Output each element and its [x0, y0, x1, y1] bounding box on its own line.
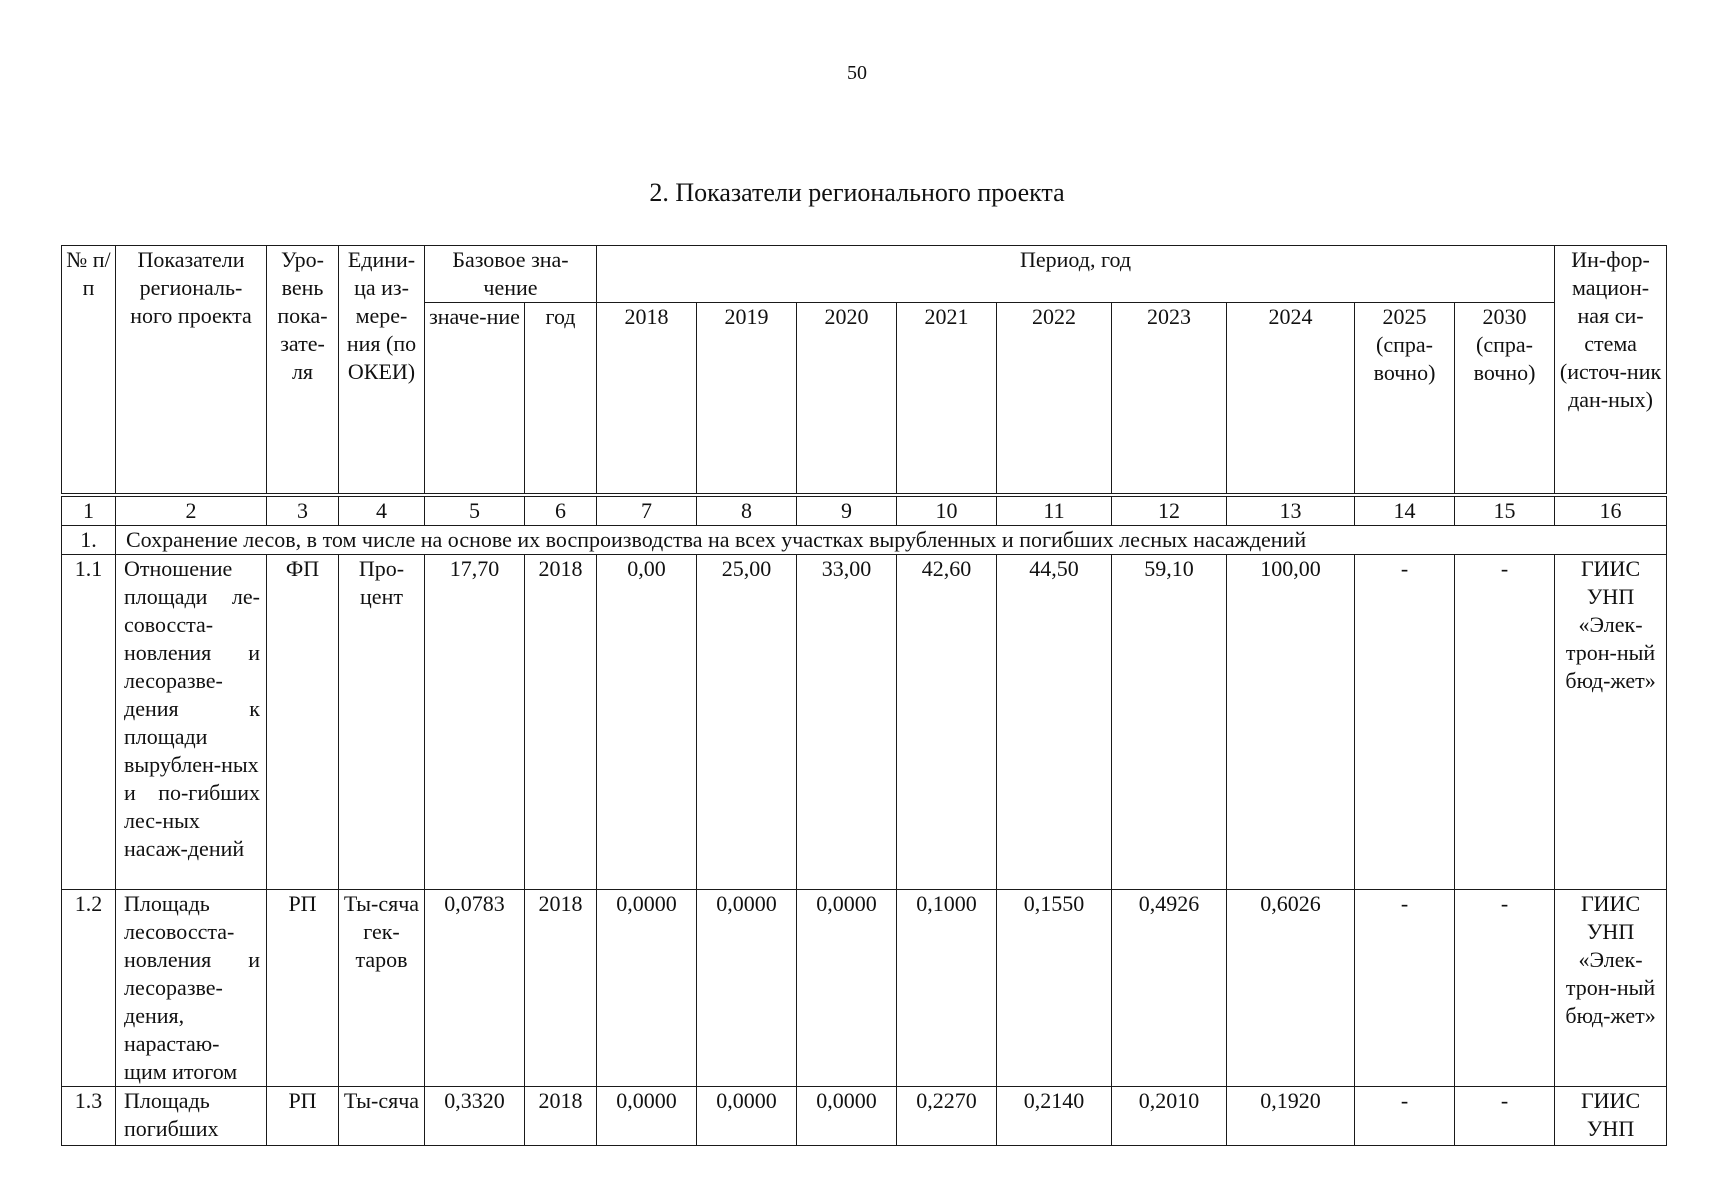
indicator-unit: Ты-сяча: [339, 1087, 425, 1146]
row-number: 1.3: [62, 1087, 116, 1146]
column-number: 5: [425, 495, 525, 526]
column-number: 14: [1355, 495, 1455, 526]
period-value: 25,00: [697, 555, 797, 890]
period-value: 44,50: [997, 555, 1112, 890]
header-base: Базовое зна-чение: [425, 246, 597, 303]
period-value: -: [1355, 555, 1455, 890]
base-value: 0,0783: [425, 890, 525, 1087]
header-period: Период, год: [597, 246, 1555, 303]
header-year: 2024: [1227, 303, 1355, 496]
indicator-name: Отношение площади ле-совосста-новления и лесоразве-дения к площади вырублен-ных и по-гибших лес-ных насаж-дений: [116, 555, 267, 890]
info-source: ГИИС УНП «Элек-трон-ный бюд-жет»: [1555, 555, 1667, 890]
header-indicator: Показатели региональ-ного проекта: [116, 246, 267, 496]
period-value: -: [1455, 1087, 1555, 1146]
table-row: [62, 890, 1667, 1087]
header-year: 2022: [997, 303, 1112, 496]
period-value: -: [1455, 890, 1555, 1087]
period-value: 0,2010: [1112, 1087, 1227, 1146]
period-value: -: [1355, 1087, 1455, 1146]
period-value: 0,00: [597, 555, 697, 890]
section-number: 1.: [62, 526, 116, 555]
period-value: 0,0000: [597, 1087, 697, 1146]
base-year: 2018: [525, 1087, 597, 1146]
column-number: 11: [997, 495, 1112, 526]
header-unit: Едини-ца из-мере-ния (по ОКЕИ): [339, 246, 425, 496]
column-number: 8: [697, 495, 797, 526]
header-base-year: год: [525, 303, 597, 496]
column-number: 3: [267, 495, 339, 526]
column-number: 15: [1455, 495, 1555, 526]
base-value: 0,3320: [425, 1087, 525, 1146]
period-value: 0,1920: [1227, 1087, 1355, 1146]
header-year: 2019: [697, 303, 797, 496]
header-no: № п/п: [62, 246, 116, 496]
column-number: 9: [797, 495, 897, 526]
period-value: 0,2270: [897, 1087, 997, 1146]
row-number: 1.2: [62, 890, 116, 1087]
base-year: 2018: [525, 555, 597, 890]
period-value: -: [1355, 890, 1455, 1087]
header-year: 2025 (спра-вочно): [1355, 303, 1455, 496]
section-row: [62, 526, 1667, 555]
column-number: 10: [897, 495, 997, 526]
period-value: -: [1455, 555, 1555, 890]
header-year: 2020: [797, 303, 897, 496]
period-value: 0,0000: [597, 890, 697, 1087]
header-year: 2030 (спра-вочно): [1455, 303, 1555, 496]
base-value: 17,70: [425, 555, 525, 890]
header-year: 2021: [897, 303, 997, 496]
info-source: ГИИС УНП: [1555, 1087, 1667, 1146]
period-value: 0,0000: [797, 1087, 897, 1146]
period-value: 0,1550: [997, 890, 1112, 1087]
indicator-unit: Ты-сяча гек-таров: [339, 890, 425, 1087]
period-value: 100,00: [1227, 555, 1355, 890]
header-info-system: Ин-фор-мацион-ная си-стема (источ-ник дан-ных): [1555, 246, 1667, 496]
header-year: 2018: [597, 303, 697, 496]
page-number: 50: [847, 62, 867, 84]
column-number: 12: [1112, 495, 1227, 526]
period-value: 59,10: [1112, 555, 1227, 890]
period-value: 42,60: [897, 555, 997, 890]
header-level: Уро-вень пока-зате-ля: [267, 246, 339, 496]
section-title: Сохранение лесов, в том числе на основе их воспроизводства на всех участках вырубленных и погибших лесных насаждений: [116, 526, 1667, 555]
period-value: 33,00: [797, 555, 897, 890]
column-number: 13: [1227, 495, 1355, 526]
period-value: 0,1000: [897, 890, 997, 1087]
period-value: 0,0000: [697, 890, 797, 1087]
column-number: 2: [116, 495, 267, 526]
period-value: 0,4926: [1112, 890, 1227, 1087]
indicator-name: Площадь погибших: [116, 1087, 267, 1146]
document-title: 2. Показатели регионального проекта: [649, 178, 1065, 207]
column-number: 7: [597, 495, 697, 526]
column-number: 6: [525, 495, 597, 526]
header-row-top: [62, 246, 1667, 303]
column-number: 16: [1555, 495, 1667, 526]
indicators-table: [61, 245, 1667, 1146]
period-value: 0,6026: [1227, 890, 1355, 1087]
indicator-level: РП: [267, 1087, 339, 1146]
info-source: ГИИС УНП «Элек-трон-ный бюд-жет»: [1555, 890, 1667, 1087]
indicator-name: Площадь лесовосста-новления и лесоразве-дения, нарастаю-щим итогом: [116, 890, 267, 1087]
header-base-value: значе-ние: [425, 303, 525, 496]
period-value: 0,0000: [697, 1087, 797, 1146]
base-year: 2018: [525, 890, 597, 1087]
indicator-unit: Про-цент: [339, 555, 425, 890]
column-number-row: [62, 495, 1667, 526]
period-value: 0,2140: [997, 1087, 1112, 1146]
indicator-level: ФП: [267, 555, 339, 890]
table-row: [62, 1087, 1667, 1146]
table-row: [62, 555, 1667, 890]
column-number: 1: [62, 495, 116, 526]
indicator-level: РП: [267, 890, 339, 1087]
header-year: 2023: [1112, 303, 1227, 496]
period-value: 0,0000: [797, 890, 897, 1087]
row-number: 1.1: [62, 555, 116, 890]
column-number: 4: [339, 495, 425, 526]
